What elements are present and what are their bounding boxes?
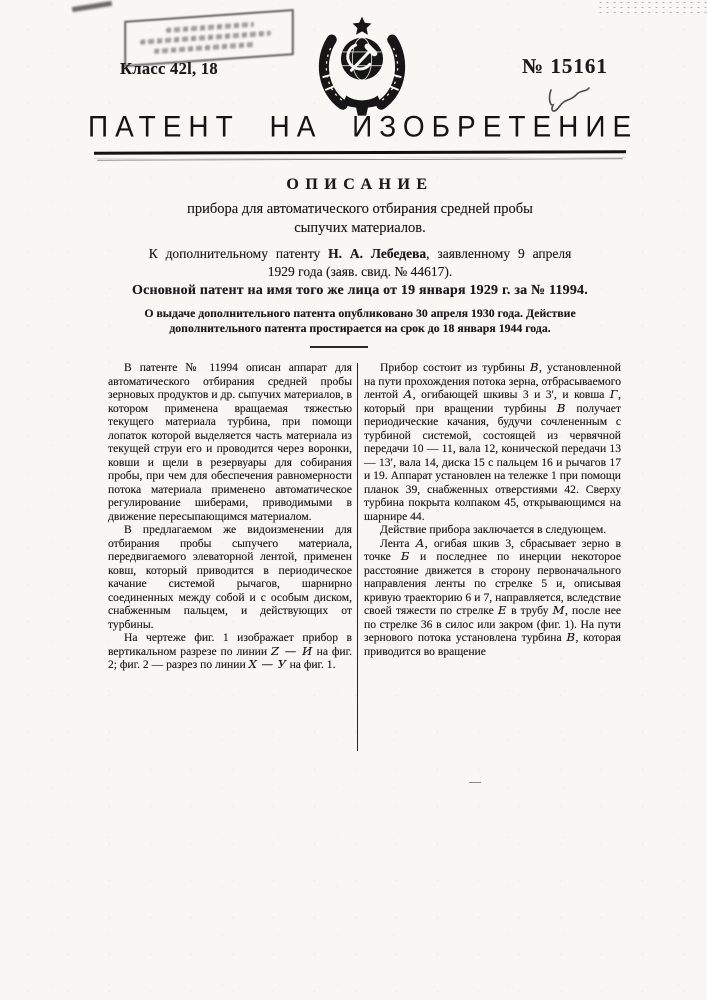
title-rule (94, 150, 626, 158)
main-patent-note: Основной патент на имя того же лица от 19 января 1929 г. за № 11994. (132, 283, 588, 298)
addendum-line: 1929 года (заяв. свид. № 44617). (267, 263, 453, 279)
class-label: Класс 42l, 18 (120, 59, 218, 78)
publication-line: О выдаче дополнительного патента опубликовано 30 апреля 1930 года. Действие (144, 306, 576, 320)
section-divider-rule (310, 346, 368, 348)
end-of-text-dash: — (469, 774, 481, 788)
publication-note (130, 306, 590, 336)
subject-line: прибора для автоматического отбирания средней пробы (187, 201, 533, 217)
patent-number: № 15161 (522, 54, 608, 78)
left-column (108, 361, 352, 672)
paragraph: Прибор состоит из турбины В, установленной на пути прохождения потока зерна, отбрасываемого лентой А, огибающей шкивы 3 и 3′, и ковша Г, который при вращении турбины В получает периодические качания, будучи сочлененным с турбиной системой, состоящей из червячной передачи 10 — 11, вала 12, конической передачи 13 — 13′, вала 14, диска 15 с пальцем 16 и рычагов 17 и 19. Аппарат установлен на тележке 1 при помощи планок 39, снабженных отверстиями 42. Сверху турбина покрыта колпаком 45, открывающимся на шарнире 44. (364, 360, 622, 523)
paragraph: Действие прибора заключается в следующем. (380, 523, 607, 536)
paragraph: В предлагаемом же видоизменении для отбирания пробы сыпучего материала, передвигаемого элеваторной лентой, применен ковш, который приводится в периодическое качание системой рычагов, шарнирно соединенных между собой и с особым диском, снабженным пальцем, и действующих от турбины. (108, 523, 352, 631)
stamp-illegible-line (166, 22, 254, 33)
document-subject (95, 200, 625, 237)
paragraph: В патенте № 11994 описан аппарат для автоматического отбирания средней пробы зерновых продуктов и др. сыпучих материалов, в котором применена вращаемая тяжестью текущего материала турбина, при помощи лопаток которой выделяется часть материала из текущей струи его и проводится через воронки, ковши и щели в резервуары для собирания пробы, при чем для обеспечения равномерности потока материала применено автоматическое регулирование шиберами, приводимыми в движение пересыпающимся материалом. (108, 361, 352, 523)
addendum-line: К дополнительному патенту Н. А. Лебедева, заявленному 9 апреля (148, 246, 572, 261)
section-heading: ОПИСАНИЕ (286, 176, 434, 193)
subject-line: сыпучих материалов. (294, 219, 426, 236)
scan-artifact-noise (597, 0, 707, 14)
stamp-illegible-line (154, 42, 256, 54)
addendum-note (120, 245, 600, 280)
right-column (364, 361, 621, 658)
publication-line: дополнительного патента простирается на срок до 18 января 1944 года. (169, 321, 551, 335)
ussr-coat-of-arms-icon (304, 13, 420, 123)
document-title: ПАТЕНТ НА ИЗОБРЕТЕНИЕ (88, 110, 639, 143)
scan-artifact-smudge (72, 1, 112, 12)
paragraph: На чертеже фиг. 1 изображает прибор в вертикальном разрезе по линии Z — И на фиг. 2; фиг. 2 — разрез по линии X — У на фиг. 1. (108, 631, 352, 671)
column-divider (357, 363, 358, 751)
body-columns (108, 361, 621, 751)
paragraph: Лента А, огибая шкив 3, сбрасывает зерно в точке Б и последнее по инерции некоторое расстояние движется в сторону первоначального направления ленты по стрелке 5 и, описывая кривую траекторию 6 и 7, направляется, вследствие своей тяжести по стрелке Е в трубу М, после нее по стрелке 36 в силос или закром (фиг. 1). На пути зернового потока установлена турбина В, которая приводится во вращение (364, 535, 622, 658)
